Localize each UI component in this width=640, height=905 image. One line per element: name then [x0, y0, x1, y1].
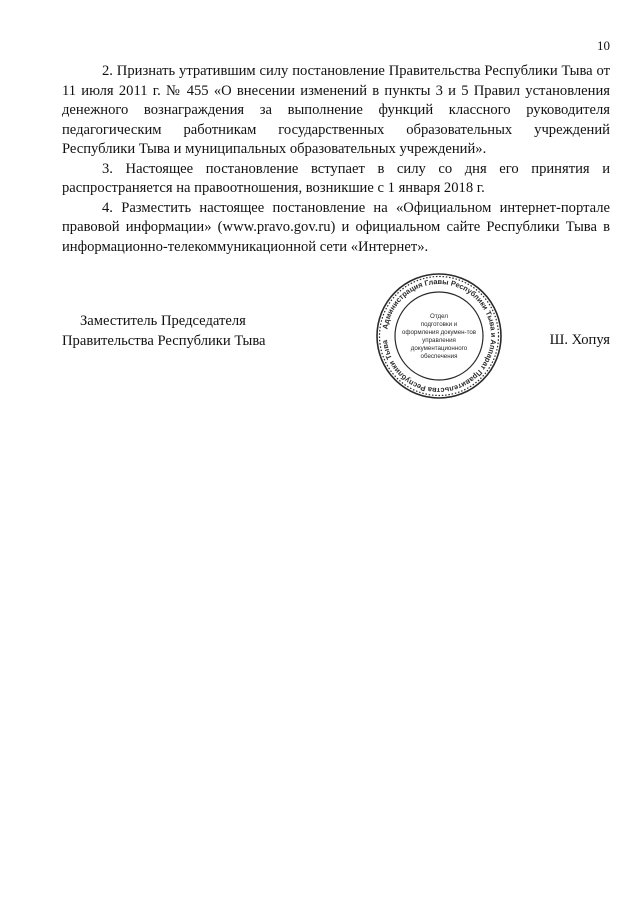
paragraph-4: 4. Разместить настоящее постановление на «Официальном интернет-портале правовой информации» (www.pravo.gov.ru) и официальном сайте Республики Тыва в информационно-телекоммуникационной сети «Интернет».	[62, 199, 610, 255]
stamp-center-line: оформления докумен-тов	[401, 329, 477, 336]
stamp-center-line: Отдел	[430, 313, 448, 320]
stamp-center-line: обеспечения	[420, 353, 458, 360]
paragraph-2: 2. Признать утратившим силу постановление Правительства Республики Тыва от 11 июля 2011 г. № 455 «О внесении изменений в пункты 3 и 5 Правил установления денежного вознаграждения за выполнение функций классного руководителя педагогическим работникам государственных образовательных учреждений Республики Тыва и муниципальных образовательных учреждений».	[62, 63, 610, 157]
signatory-name: Ш. Хопуя	[549, 332, 610, 348]
stamp-center-line: документационного	[410, 345, 468, 352]
official-stamp	[375, 272, 503, 400]
signatory-title	[62, 312, 266, 351]
stamp-center-line: управления	[422, 337, 456, 344]
paragraph-3: 3. Настоящее постановление вступает в силу со дня его принятия и распространяется на правоотношения, возникшие с 1 января 2018 г.	[62, 160, 610, 196]
stamp-outer-ring	[377, 274, 501, 398]
stamp-inner-ring	[395, 292, 483, 380]
stamp-center-text	[402, 313, 477, 360]
page-number: 10	[597, 38, 610, 53]
document-body	[62, 62, 610, 257]
stamp-ring-textpath: Администрация Главы Республики Тыва и Аппарат Правительства Республики Тыва	[380, 276, 499, 396]
signatory-title-line1: Заместитель Председателя	[80, 313, 246, 329]
signatory-title-line2: Правительства Республики Тыва	[62, 332, 266, 349]
stamp-center-line: подготовки и	[420, 321, 458, 328]
